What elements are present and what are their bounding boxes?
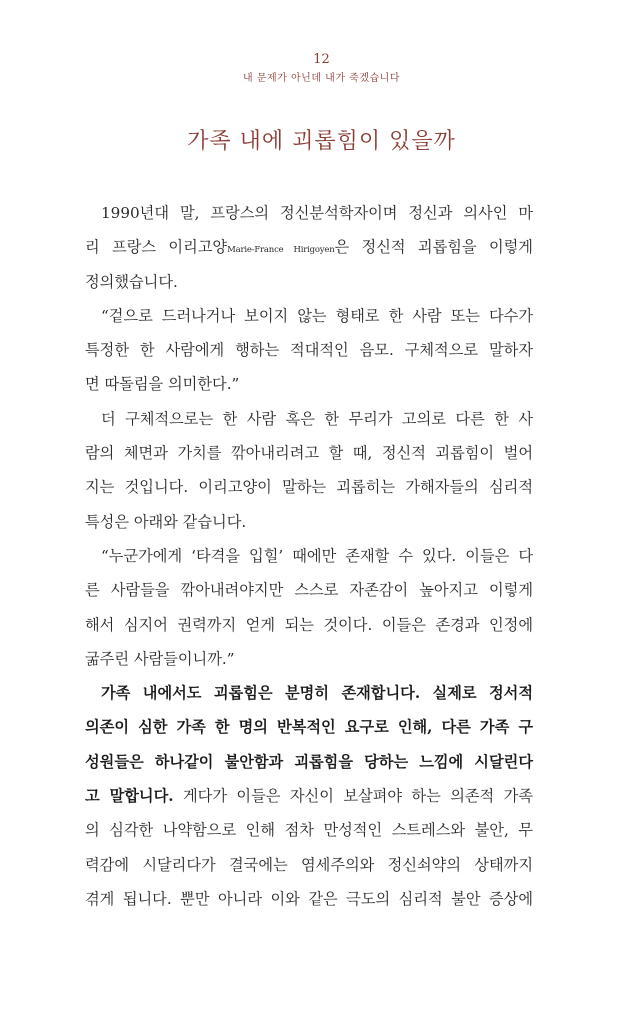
paragraph-3 (85, 402, 533, 539)
running-title: 내 문제가 아닌데 내가 죽겠습니다 (243, 73, 400, 84)
text-line: 특성은 아래와 같습니다. (85, 512, 247, 531)
paragraph-2 (85, 299, 533, 402)
text-line: 른 사람들을 깎아내려야지만 스스로 자존감이 높아지고 이렇게 (85, 581, 533, 600)
text-run: 리 프랑스 이리고양 (85, 238, 228, 257)
text-line: “겉으로 드러나거나 보이지 않는 형태로 한 사람 또는 다수가 (101, 306, 533, 325)
page-header (0, 52, 643, 86)
body-text (85, 196, 533, 916)
text-line: 굶주린 사람들이니까.” (85, 649, 235, 668)
text-line (85, 779, 533, 813)
bold-run: 고 말합니다. (85, 787, 174, 806)
text-line: 1990년대 말, 프랑스의 정신분석학자이며 정신과 의사인 마 (101, 204, 533, 222)
paragraph-5 (85, 676, 533, 916)
text-line: 의 심각한 나약함으로 인해 점차 만성적인 스트레스와 불안, 무 (85, 821, 533, 840)
text-line-bold: 의존이 심한 가족 한 명의 반복적인 요구로 인해, 다른 가족 구 (85, 718, 533, 737)
text-line (85, 230, 533, 264)
text-line: 특정한 한 사람에게 행하는 적대적인 음모. 구체적으로 말하자 (85, 341, 533, 360)
section-title: 가족 내에 괴롭힘이 있을까 (187, 129, 456, 154)
text-line-bold: 가족 내에서도 괴롭힘은 분명히 존재합니다. 실제로 정서적 (101, 684, 533, 703)
paragraph-4 (85, 539, 533, 676)
text-run: 은 정신적 괴롭힘을 이렇게 (334, 238, 533, 257)
text-run: 게다가 이들은 자신이 보살펴야 하는 의존적 가족 (173, 787, 534, 806)
page-number: 12 (313, 52, 330, 67)
text-line: 람의 체면과 가치를 깎아내리려고 할 때, 정신적 괴롭힘이 벌어 (85, 444, 533, 463)
text-line: 겪게 됩니다. 뿐만 아니라 이와 같은 극도의 심리적 불안 증상에 (85, 889, 533, 908)
text-line: “누군가에게 ‘타격을 입힐’ 때에만 존재할 수 있다. 이들은 다 (101, 546, 533, 565)
text-line: 력감에 시달리다가 결국에는 염세주의와 정신쇠약의 상태까지 (85, 855, 533, 874)
original-name-annotation: Marie-France Hirigoyen (227, 245, 335, 256)
paragraph-1 (85, 196, 533, 299)
text-line: 면 따돌림을 의미한다.” (85, 375, 240, 394)
text-line: 해서 심지어 권력까지 얻게 되는 것이다. 이들은 존경과 인정에 (85, 615, 533, 634)
text-line-bold: 성원들은 하나같이 불안함과 괴롭힘을 당하는 느낌에 시달린다 (85, 752, 533, 771)
text-line: 더 구체적으로는 한 사람 혹은 한 무리가 고의로 다른 한 사 (101, 409, 533, 428)
text-line: 지는 것입니다. 이리고양이 말하는 괴롭히는 가해자들의 심리적 (85, 478, 533, 497)
text-line: 정의했습니다. (85, 272, 178, 291)
